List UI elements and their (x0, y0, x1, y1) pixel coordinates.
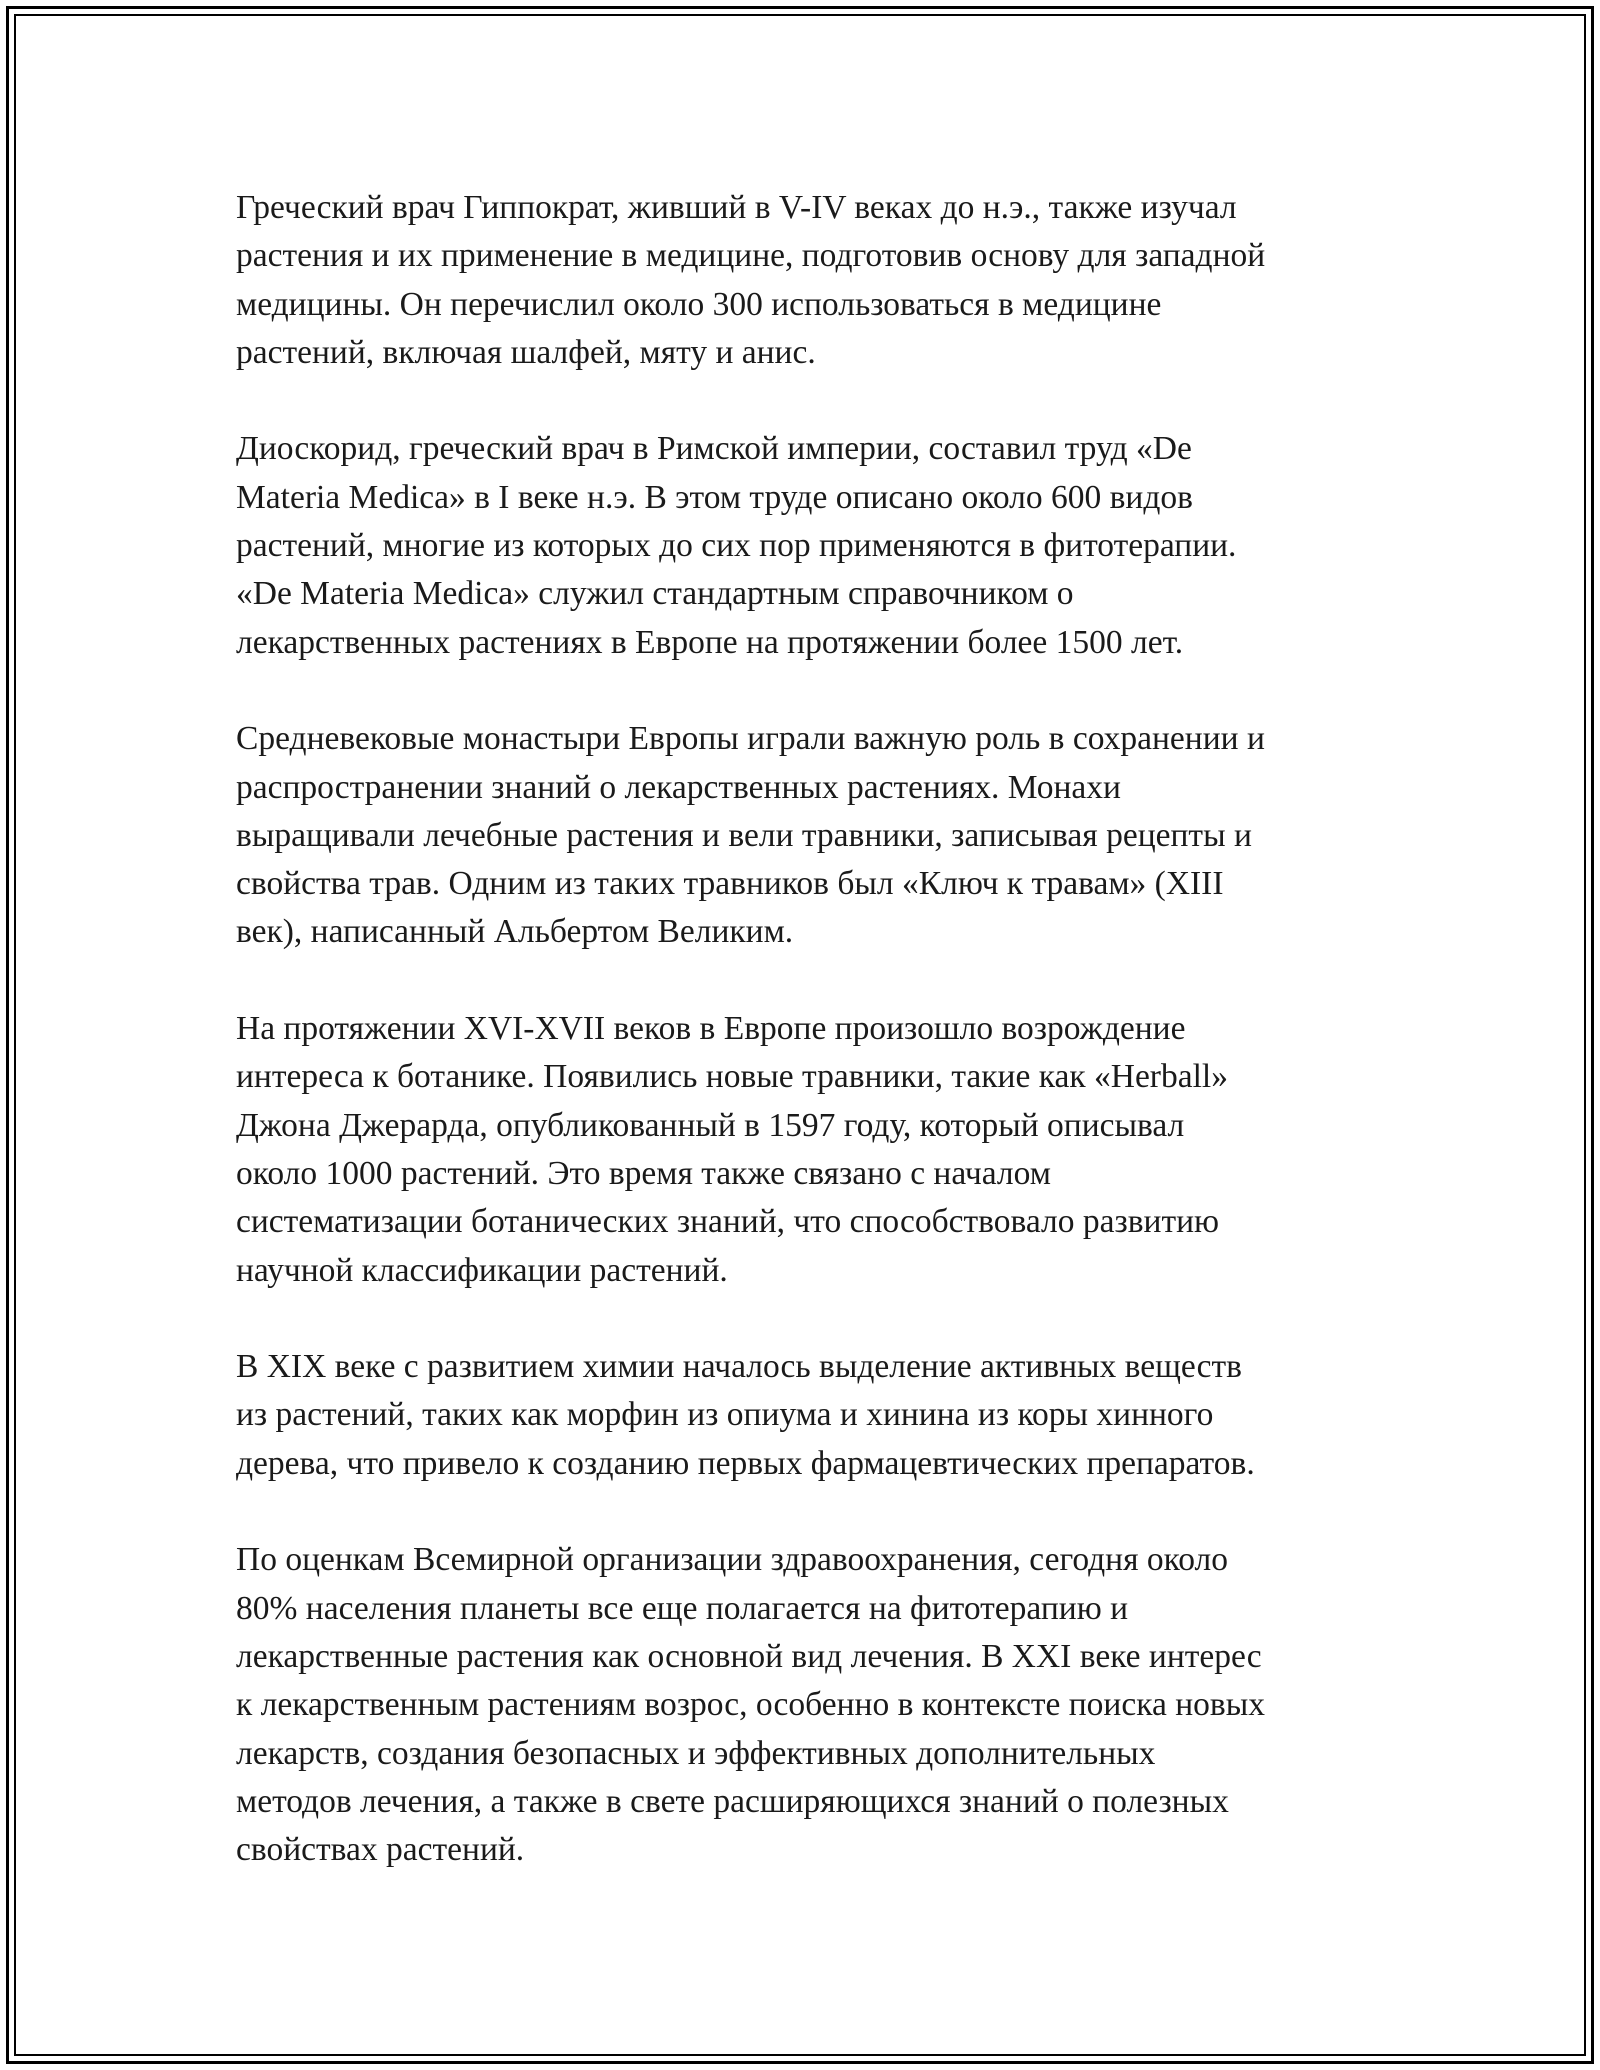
text-line: свойства трав. Одним из таких травников был «Ключ к травам» (XIII (236, 865, 1224, 903)
text-line: Греческий врач Гиппократ, живший в V-IV веках до н.э., также изучал (236, 189, 1237, 226)
text-line: Джона Джерарда, опубликованный в 1597 году, который описывал (236, 1106, 1185, 1144)
text-line: лекарственных растениях в Европе на протяжении более 1500 лет. (236, 623, 1184, 661)
text-line: век), написанный Альбертом Великим. (236, 913, 794, 951)
text-line: растений, включая шалфей, мяту и анис. (236, 333, 816, 371)
paragraph-renaissance (236, 1005, 1406, 1295)
text-line: Диоскорид, греческий врач в Римской империи, составил труд «De (236, 430, 1192, 468)
text-line: Средневековые монастыри Европы играли важную роль в сохранении и (236, 720, 1265, 758)
text-line: дерева, что привело к созданию первых фармацевтических препаратов. (236, 1444, 1255, 1482)
text-line: медицины. Он перечислил около 300 использоваться в медицине (236, 285, 1162, 323)
text-line: Materia Medica» в I веке н.э. В этом труде описано около 600 видов (236, 478, 1193, 516)
text-line: По оценкам Всемирной организации здравоохранения, сегодня около (236, 1541, 1228, 1579)
text-line: из растений, таких как морфин из опиума и хинина из коры хинного (236, 1396, 1214, 1434)
paragraph-who-estimates (236, 1536, 1406, 1874)
text-line: лекарств, создания безопасных и эффективных дополнительных (236, 1734, 1156, 1772)
text-line: На протяжении XVI-XVII веков в Европе произошло возрождение (236, 1010, 1186, 1048)
paragraph-monasteries (236, 715, 1406, 956)
text-line: научной классификации растений. (236, 1251, 728, 1289)
text-line: методов лечения, а также в свете расширяющихся знаний о полезных (236, 1782, 1229, 1820)
text-line: распространении знаний о лекарственных растениях. Монахи (236, 768, 1121, 806)
text-line: «De Materia Medica» служил стандартным справочником о (236, 575, 1074, 613)
paragraph-nineteenth-century (236, 1343, 1406, 1488)
text-line: В XIX веке с развитием химии началось выделение активных веществ (236, 1348, 1242, 1386)
text-line: растения и их применение в медицине, подготовив основу для западной (236, 237, 1266, 275)
text-line: выращивали лечебные растения и вели травники, записывая рецепты и (236, 816, 1252, 854)
text-line: интереса к ботанике. Появились новые травники, такие как «Herball» (236, 1058, 1228, 1096)
text-line: свойствах растений. (236, 1831, 525, 1869)
text-line: растений, многие из которых до сих пор применяются в фитотерапии. (236, 527, 1237, 565)
paragraph-dioscorides (236, 425, 1406, 666)
text-line: около 1000 растений. Это время также связано с началом (236, 1154, 1051, 1192)
text-line: к лекарственным растениям возрос, особенно в контексте поиска новых (236, 1686, 1265, 1724)
paragraph-hippocrates (236, 184, 1406, 377)
text-line: систематизации ботанических знаний, что способствовало развитию (236, 1203, 1220, 1241)
document-body (236, 184, 1406, 1874)
text-line: лекарственные растения как основной вид лечения. В XXI веке интерес (236, 1637, 1262, 1675)
text-line: 80% населения планеты все еще полагается на фитотерапию и (236, 1589, 1129, 1627)
